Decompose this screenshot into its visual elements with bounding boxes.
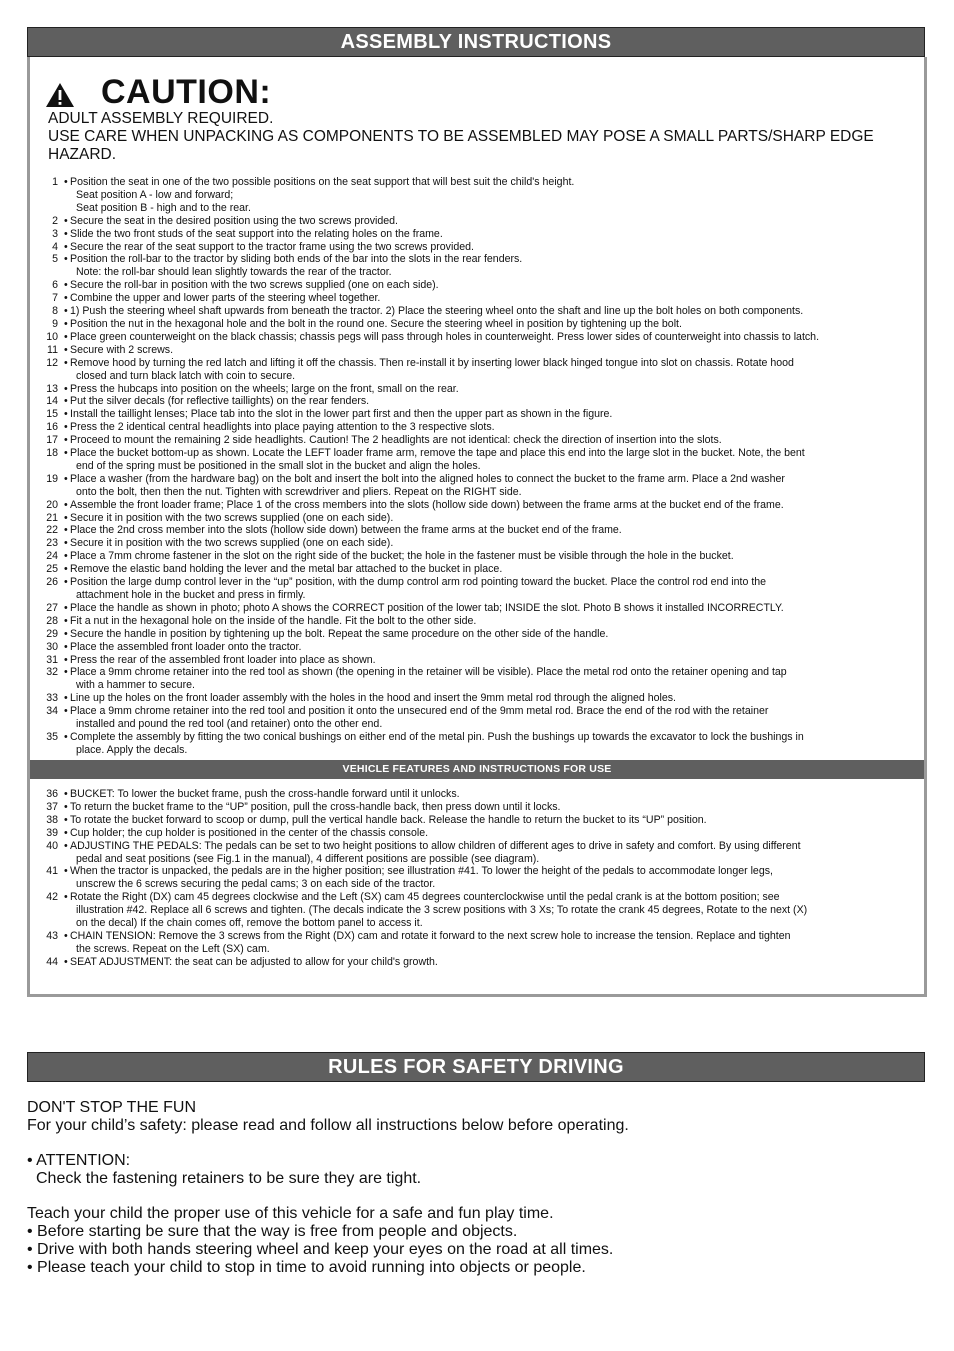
step-line: Secure the roll-bar in position with the two screws supplied (one on each side). <box>70 279 439 292</box>
step-number: 19 <box>46 472 58 485</box>
step-line: end of the spring must be positioned in the small slot in the bucket and align the holes. <box>76 459 481 472</box>
bullet-icon: • <box>64 705 68 718</box>
bullet-icon: • <box>64 214 68 227</box>
step-number: 6 <box>52 279 58 292</box>
step-line: When the tractor is unpacked, the pedals are in the higher position; see illustration #41. To lower the height of the pedals to accommodate longer legs, <box>70 865 773 878</box>
bullet-icon: • <box>64 614 68 627</box>
step-line: on the decal) If the chain comes off, remove the bottom panel to access it. <box>76 917 423 930</box>
instruction-step <box>40 537 908 550</box>
step-line: Complete the assembly by fitting the two conical bushings on either end of the metal pin. Push the bushings up towards the excavator to lock the bushings in <box>70 730 804 743</box>
step-text <box>70 292 908 305</box>
step-line: Secure it in position with the two screws supplied (one on each side). <box>70 537 394 550</box>
bullet-icon: • <box>64 382 68 395</box>
bullet-icon: • <box>64 891 68 904</box>
step-line: Cup holder; the cup holder is positioned in the center of the chassis console. <box>70 826 429 839</box>
step-text <box>70 692 908 705</box>
safety-tagline: DON'T STOP THE FUN <box>27 1099 197 1116</box>
step-number: 41 <box>46 865 58 878</box>
bullet-icon: • <box>64 421 68 434</box>
features-steps-list <box>40 788 908 969</box>
step-line: onto the bolt, then then the nut. Tighten with screwdriver and pliers. Repeat on the RIGHT side. <box>76 485 522 498</box>
step-line: Place the handle as shown in photo; photo A shows the CORRECT position of the lower tab; INSIDE the slot. Photo B shows it installed INCORRECTLY. <box>70 601 784 614</box>
instruction-step <box>40 383 908 396</box>
instruction-step <box>40 956 908 969</box>
warning-line: ADULT ASSEMBLY REQUIRED. <box>48 110 274 127</box>
step-number: 23 <box>46 537 58 550</box>
step-number: 7 <box>52 292 58 305</box>
step-text <box>70 395 908 408</box>
bullet-icon: • <box>64 408 68 421</box>
step-line: pedal and seat positions (see Fig.1 in the manual), 4 different positions are possible (see diagram). <box>76 852 540 865</box>
step-text <box>70 499 908 512</box>
step-number: 1 <box>52 176 58 188</box>
step-text <box>70 279 908 292</box>
step-line: installed and pound the red tool (and retainer) onto the other end. <box>76 718 383 731</box>
step-text <box>70 253 908 279</box>
vehicle-features-header: VEHICLE FEATURES AND INSTRUCTIONS FOR USE <box>30 760 924 779</box>
assembly-instructions-header: ASSEMBLY INSTRUCTIONS <box>27 27 925 57</box>
step-line: Remove the elastic band holding the lever and the metal bar attached to the bucket in place. <box>70 563 503 576</box>
step-line: SEAT ADJUSTMENT: the seat can be adjusted to allow for your child's growth. <box>70 955 438 968</box>
step-line: Rotate the Right (DX) cam 45 degrees clockwise and the Left (SX) cam 45 degrees counterclockwise until the pedal crank is at the bottom position; see <box>70 891 780 904</box>
step-text <box>70 550 908 563</box>
instruction-step <box>40 421 908 434</box>
step-text <box>70 176 908 215</box>
step-text <box>70 537 908 550</box>
assembly-steps-list <box>40 176 908 757</box>
step-line: ADJUSTING THE PEDALS: The pedals can be set to two height positions to allow children of different ages to drive in safety and comfort. By using different <box>70 839 801 852</box>
instruction-step <box>40 801 908 814</box>
bullet-icon: • <box>64 653 68 666</box>
instruction-step <box>40 524 908 537</box>
step-line: To rotate the bucket forward to scoop or dump, pull the vertical handle back. Release the handle to return the bucket to its “UP” position. <box>70 813 707 826</box>
step-text <box>70 344 908 357</box>
bullet-icon: • <box>64 730 68 743</box>
instruction-step <box>40 408 908 421</box>
step-text <box>70 421 908 434</box>
step-text <box>70 615 908 628</box>
step-number: 15 <box>46 408 58 421</box>
step-line: with a hammer to secure. <box>76 679 195 692</box>
step-text <box>70 473 908 499</box>
instruction-step <box>40 279 908 292</box>
step-number: 27 <box>46 601 58 614</box>
instruction-step <box>40 891 908 930</box>
instruction-step <box>40 576 908 602</box>
caution-warning <box>48 110 918 164</box>
instruction-step <box>40 331 908 344</box>
instruction-step <box>40 563 908 576</box>
step-line: Press the rear of the assembled front loader into place as shown. <box>70 653 376 666</box>
step-text <box>70 215 908 228</box>
step-line: Secure it in position with the two screws supplied (one on each side). <box>70 511 394 524</box>
instruction-step <box>40 434 908 447</box>
instruction-step <box>40 628 908 641</box>
instruction-step <box>40 814 908 827</box>
bullet-icon: • <box>64 356 68 369</box>
step-text <box>70 731 908 757</box>
step-number: 5 <box>52 253 58 266</box>
step-text <box>70 666 908 692</box>
step-number: 22 <box>46 524 58 537</box>
step-text <box>70 891 908 930</box>
step-line: 1) Push the steering wheel shaft upwards from beneath the tractor. 2) Place the steering wheel onto the shaft and line up the bolt holes on both components. <box>70 305 804 318</box>
warning-triangle-icon <box>45 82 75 108</box>
instruction-step <box>40 305 908 318</box>
step-line: Place the 2nd cross member into the slots (hollow side down) between the frame arms at the bucket end of the frame. <box>70 524 622 537</box>
step-text <box>70 930 908 956</box>
step-number: 37 <box>46 800 58 813</box>
step-text <box>70 602 908 615</box>
bullet-icon: • <box>64 666 68 679</box>
step-line: unscrew the 6 screws securing the pedal cams; 3 on each side of the tractor. <box>76 878 436 891</box>
step-text <box>70 357 908 383</box>
bullet-icon: • <box>64 253 68 266</box>
step-line: BUCKET: To lower the bucket frame, push the cross-handle forward until it unlocks. <box>70 788 460 800</box>
step-text <box>70 512 908 525</box>
bullet-icon: • <box>64 929 68 942</box>
step-line: Place the assembled front loader onto the tractor. <box>70 640 302 653</box>
bullet-icon: • <box>64 826 68 839</box>
step-line: Fit a nut in the hexagonal hole on the inside of the handle. Fit the bolt to the other side. <box>70 614 477 627</box>
step-text <box>70 383 908 396</box>
instruction-step <box>40 241 908 254</box>
step-line: Position the nut in the hexagonal hole and the bolt in the round one. Secure the steering wheel in position by tightening up the bolt. <box>70 317 682 330</box>
instruction-step <box>40 840 908 866</box>
step-line: place. Apply the decals. <box>76 743 188 756</box>
step-text <box>70 563 908 576</box>
bullet-icon: • <box>64 176 68 188</box>
step-line: Put the silver decals (for reflective taillights) on the rear fenders. <box>70 395 370 408</box>
attention-label: • ATTENTION: <box>27 1152 131 1169</box>
warning-line: HAZARD. <box>48 146 117 163</box>
safety-driving-header: RULES FOR SAFETY DRIVING <box>27 1052 925 1082</box>
step-number: 10 <box>46 330 58 343</box>
attention-text: Check the fastening retainers to be sure they are tight. <box>36 1170 422 1187</box>
bullet-icon: • <box>64 305 68 318</box>
instruction-step <box>40 692 908 705</box>
bullet-icon: • <box>64 292 68 305</box>
safety-bullet: • Please teach your child to stop in time to avoid running into objects or people. <box>27 1259 586 1276</box>
instruction-step <box>40 641 908 654</box>
instruction-step <box>40 447 908 473</box>
instruction-step <box>40 930 908 956</box>
instruction-step <box>40 292 908 305</box>
step-text <box>70 641 908 654</box>
step-number: 42 <box>46 891 58 904</box>
step-text <box>70 827 908 840</box>
bullet-icon: • <box>64 839 68 852</box>
bullet-icon: • <box>64 317 68 330</box>
step-number: 40 <box>46 839 58 852</box>
step-text <box>70 318 908 331</box>
instruction-step <box>40 344 908 357</box>
instruction-step <box>40 357 908 383</box>
step-number: 44 <box>46 955 58 968</box>
step-number: 3 <box>52 227 58 240</box>
instruction-step <box>40 473 908 499</box>
step-number: 17 <box>46 434 58 447</box>
step-line: Press the 2 identical central headlights into place paying attention to the 3 respective slots. <box>70 421 495 434</box>
step-number: 25 <box>46 563 58 576</box>
step-line: Secure the seat in the desired position using the two screws provided. <box>70 214 399 227</box>
instruction-step <box>40 788 908 801</box>
step-number: 35 <box>46 730 58 743</box>
step-line: Secure the rear of the seat support to the tractor frame using the two screws provided. <box>70 240 474 253</box>
step-number: 38 <box>46 813 58 826</box>
step-number: 30 <box>46 640 58 653</box>
bullet-icon: • <box>64 395 68 408</box>
bullet-icon: • <box>64 550 68 563</box>
step-line: Seat position A - low and forward; <box>76 188 234 201</box>
caution-heading <box>45 73 271 112</box>
step-number: 21 <box>46 511 58 524</box>
warning-line: USE CARE WHEN UNPACKING AS COMPONENTS TO BE ASSEMBLED MAY POSE A SMALL PARTS/SHARP EDGE <box>48 128 874 145</box>
instruction-step <box>40 395 908 408</box>
step-line: Remove hood by turning the red latch and lifting it off the chassis. Then re-install it by inserting lower black hinged tongue into slot on chassis. Rotate hood <box>70 356 794 369</box>
bullet-icon: • <box>64 576 68 589</box>
safety-rules <box>27 1099 927 1277</box>
bullet-icon: • <box>64 279 68 292</box>
caution-title: CAUTION: <box>101 73 272 111</box>
step-line: Proceed to mount the remaining 2 side headlights. Caution! The 2 headlights are not identical: check the direction of insertion into the slots. <box>70 434 722 447</box>
step-text <box>70 814 908 827</box>
step-text <box>70 434 908 447</box>
step-number: 31 <box>46 653 58 666</box>
step-text <box>70 628 908 641</box>
step-text <box>70 576 908 602</box>
step-number: 18 <box>46 447 58 460</box>
step-line: To return the bucket frame to the “UP” position, pull the cross-handle back, then press down until it locks. <box>70 800 561 813</box>
step-line: attachment hole in the bucket and press in firmly. <box>76 589 306 601</box>
bullet-icon: • <box>64 563 68 576</box>
step-line: the screws. Repeat on the Left (SX) cam. <box>76 942 270 955</box>
safety-teach: Teach your child the proper use of this vehicle for a safe and fun play time. <box>27 1205 554 1222</box>
step-number: 4 <box>52 240 58 253</box>
step-line: Press the hubcaps into position on the wheels; large on the front, small on the rear. <box>70 382 459 395</box>
step-line: CHAIN TENSION: Remove the 3 screws from the Right (DX) cam and rotate it forward to the next screw hole to increase the tension. Replace and tighten <box>70 929 791 942</box>
bullet-icon: • <box>64 640 68 653</box>
bullet-icon: • <box>64 343 68 356</box>
step-line: closed and turn black latch with coin to secure. <box>76 369 296 382</box>
step-number: 24 <box>46 550 58 563</box>
step-line: Position the seat in one of the two possible positions on the seat support that will best suit the child's height. <box>70 176 575 188</box>
step-text <box>70 705 908 731</box>
step-text <box>70 524 908 537</box>
safety-bullet: • Drive with both hands steering wheel and keep your eyes on the road at all times. <box>27 1241 614 1258</box>
instruction-step <box>40 228 908 241</box>
step-number: 14 <box>46 395 58 408</box>
step-text <box>70 801 908 814</box>
step-number: 11 <box>47 343 58 356</box>
bullet-icon: • <box>64 330 68 343</box>
step-number: 12 <box>46 356 58 369</box>
bullet-icon: • <box>64 498 68 511</box>
instruction-step <box>40 602 908 615</box>
step-line: Position the roll-bar to the tractor by sliding both ends of the bar into the slots in the rear fenders. <box>70 253 523 266</box>
step-number: 9 <box>52 317 58 330</box>
step-text <box>70 956 908 969</box>
bullet-icon: • <box>64 472 68 485</box>
step-number: 28 <box>46 614 58 627</box>
step-number: 20 <box>46 498 58 511</box>
step-line: Place the bucket bottom-up as shown. Locate the LEFT loader frame arm, remove the tape and place this end into the large slot in the bucket. Note, the bent <box>70 447 805 460</box>
safety-intro: For your child’s safety: please read and follow all instructions below before operating. <box>27 1117 629 1134</box>
instruction-step <box>40 666 908 692</box>
step-number: 2 <box>52 214 58 227</box>
bullet-icon: • <box>64 524 68 537</box>
step-line: Place a washer (from the hardware bag) on the bolt and insert the bolt into the aligned holes to connect the bucket to the frame arm. Place a 2nd washer <box>70 472 785 485</box>
step-line: Position the large dump control lever in the “up” position, with the dump control arm rod pointing toward the bucket. Place the control rod end into the <box>70 576 767 589</box>
step-text <box>70 865 908 891</box>
instruction-step <box>40 176 908 215</box>
bullet-icon: • <box>64 788 68 800</box>
step-number: 8 <box>52 305 58 318</box>
instruction-step <box>40 550 908 563</box>
step-line: Place a 7mm chrome fastener in the slot on the right side of the bucket; the hole in the fastener must be visible through the hole in the bucket. <box>70 550 734 563</box>
step-number: 43 <box>46 929 58 942</box>
step-text <box>70 840 908 866</box>
bullet-icon: • <box>64 511 68 524</box>
step-number: 32 <box>46 666 58 679</box>
step-line: Secure the handle in position by tightening up the bolt. Repeat the same procedure on the other side of the handle. <box>70 627 609 640</box>
bullet-icon: • <box>64 537 68 550</box>
instruction-step <box>40 615 908 628</box>
step-number: 33 <box>46 692 58 705</box>
instruction-step <box>40 827 908 840</box>
instruction-step <box>40 318 908 331</box>
instruction-step <box>40 654 908 667</box>
instruction-step <box>40 865 908 891</box>
bullet-icon: • <box>64 434 68 447</box>
step-line: Install the taillight lenses; Place tab into the slot in the lower part first and then the upper part as shown in the figure. <box>70 408 613 421</box>
step-line: Place a 9mm chrome retainer into the red tool as shown (the opening in the retainer will be visible). Place the metal rod onto the retainer opening and tap <box>70 666 787 679</box>
bullet-icon: • <box>64 813 68 826</box>
step-line: Combine the upper and lower parts of the steering wheel together. <box>70 292 381 305</box>
step-line: Secure with 2 screws. <box>70 343 174 356</box>
bullet-icon: • <box>64 627 68 640</box>
step-text <box>70 447 908 473</box>
bullet-icon: • <box>64 240 68 253</box>
instruction-step <box>40 253 908 279</box>
step-number: 34 <box>46 705 58 718</box>
step-number: 39 <box>46 826 58 839</box>
step-number: 16 <box>46 421 58 434</box>
bullet-icon: • <box>64 955 68 968</box>
bullet-icon: • <box>64 601 68 614</box>
bullet-icon: • <box>64 227 68 240</box>
step-text <box>70 228 908 241</box>
instruction-step <box>40 499 908 512</box>
step-line: Assemble the front loader frame; Place 1 of the cross members into the slots (hollow side down) between the frame arms at the bucket end of the frame. <box>70 498 784 511</box>
step-text <box>70 654 908 667</box>
step-text <box>70 331 908 344</box>
step-text <box>70 305 908 318</box>
instruction-step <box>40 512 908 525</box>
bullet-icon: • <box>64 865 68 878</box>
step-number: 26 <box>46 576 58 589</box>
step-line: Line up the holes on the front loader assembly with the holes in the hood and insert the 9mm metal rod through the aligned holes. <box>70 692 676 705</box>
step-line: Slide the two front studs of the seat support into the relating holes on the frame. <box>70 227 443 240</box>
step-text <box>70 788 908 801</box>
instruction-step <box>40 731 908 757</box>
instruction-step <box>40 705 908 731</box>
bullet-icon: • <box>64 447 68 460</box>
step-line: Seat position B - high and to the rear. <box>76 201 251 214</box>
step-text <box>70 241 908 254</box>
step-text <box>70 408 908 421</box>
bullet-icon: • <box>64 692 68 705</box>
step-number: 13 <box>46 382 58 395</box>
instruction-step <box>40 215 908 228</box>
step-line: illustration #42. Replace all 6 screws and tighten. (The decals indicate the 3 screw positions with 3 Xs; To rotate the crank 45 degrees, Rotate to the next (X) <box>76 904 808 917</box>
bullet-icon: • <box>64 800 68 813</box>
step-line: Note: the roll-bar should lean slightly towards the rear of the tractor. <box>76 266 392 279</box>
step-line: Place green counterweight on the black chassis; chassis pegs will pass through holes in counterweight. Press lower sides of counterweight into chassis to latch. <box>70 330 820 343</box>
step-line: Place a 9mm chrome retainer into the red tool and position it onto the unsecured end of the 9mm metal rod. Brace the end of the rod with the retainer <box>70 705 769 718</box>
step-number: 36 <box>46 788 58 800</box>
step-number: 29 <box>46 627 58 640</box>
safety-bullet: • Before starting be sure that the way is free from people and objects. <box>27 1223 518 1240</box>
